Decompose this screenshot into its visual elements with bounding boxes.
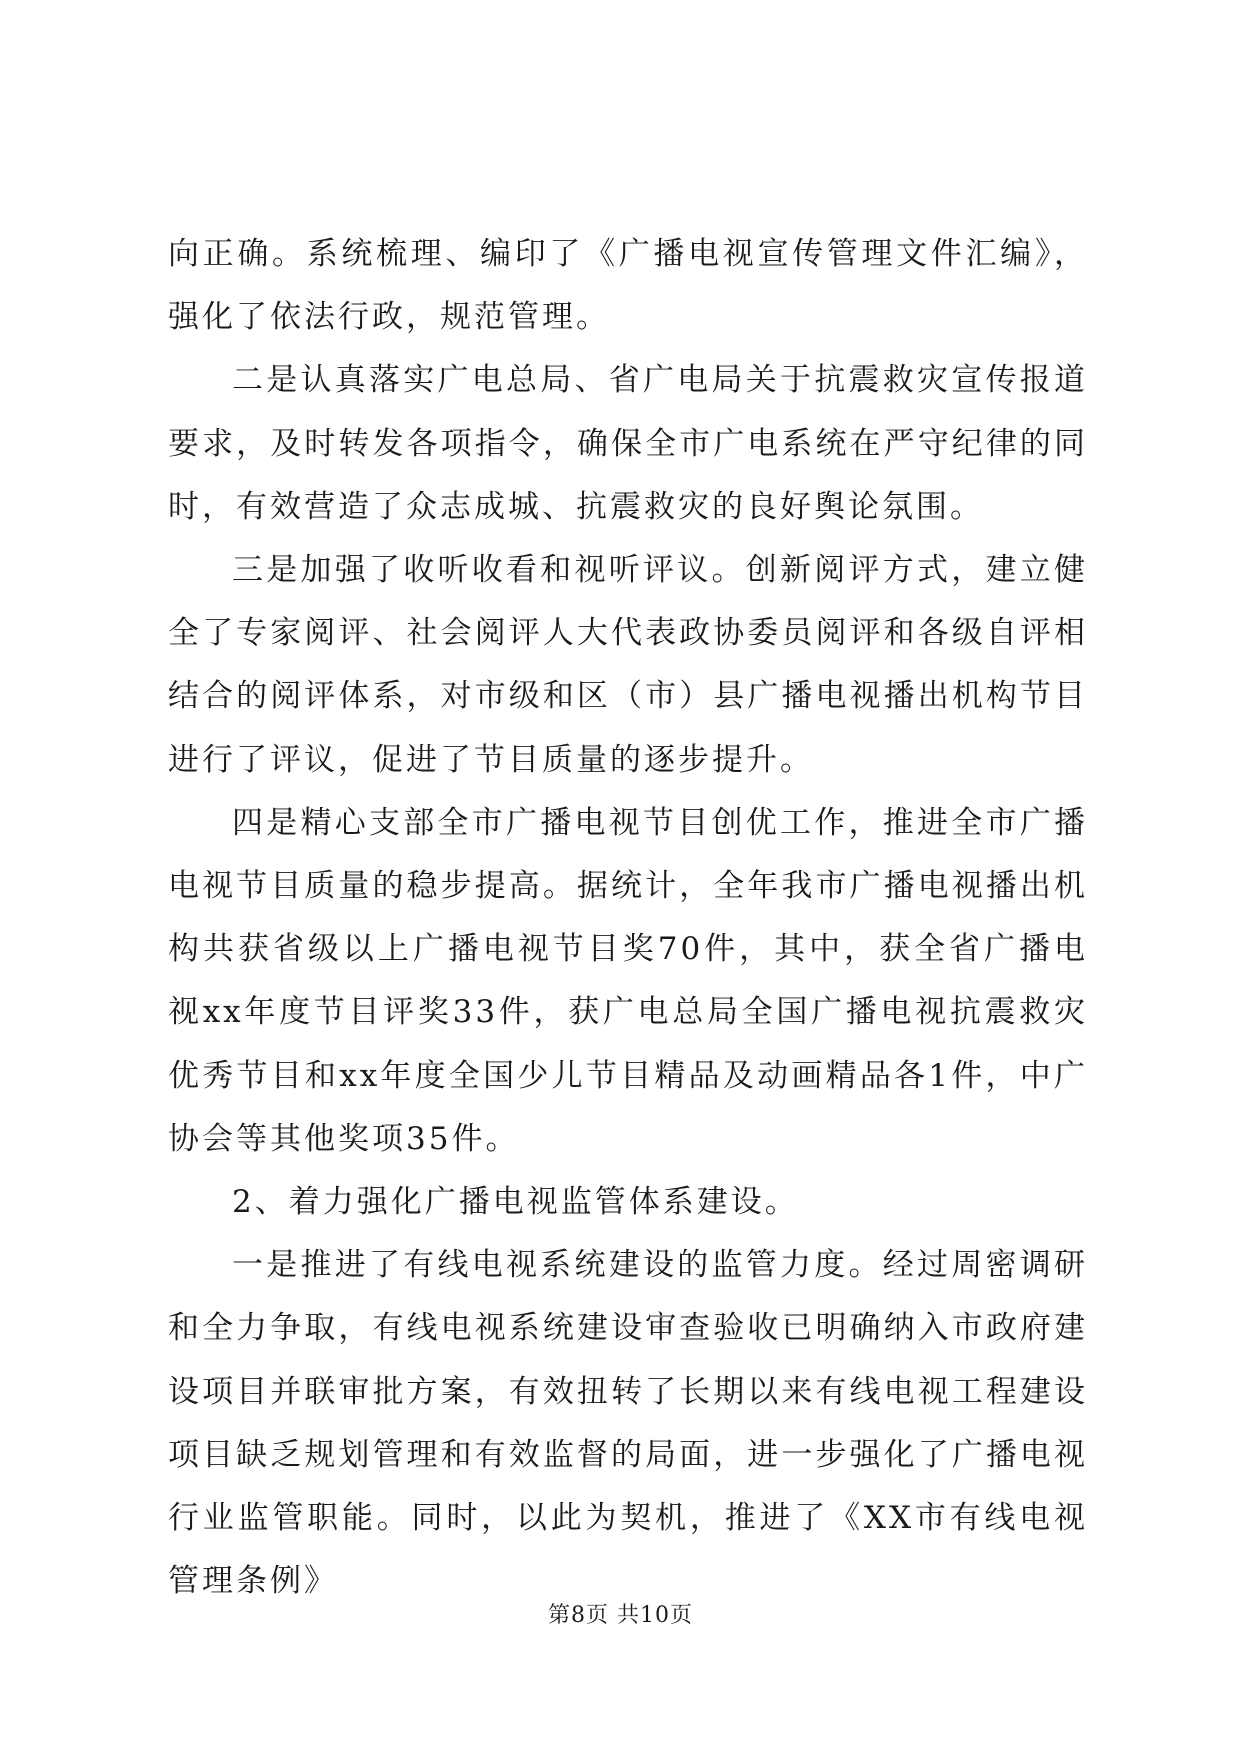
paragraph-4: 四是精心支部全市广播电视节目创优工作，推进全市广播电视节目质量的稳步提高。据统计，全年我市广播电视播出机构共获省级以上广播电视节目奖70件，其中，获全省广播电视xx年度节目评奖33件，获广电总局全国广播电视抗震救灾优秀节目和xx年度全国少儿节目精品及动画精品各1件，中广协会等其他奖项35件。 (168, 804, 1088, 1157)
page-number-footer: 第8页 共10页 (548, 1603, 693, 1628)
paragraph-1: 向正确。系统梳理、编印了《广播电视宣传管理文件汇编》，强化了依法行政，规范管理。 (168, 236, 1088, 336)
paragraph-5: 一是推进了有线电视系统建设的监管力度。经过周密调研和全力争取，有线电视系统建设审查验收已明确纳入市政府建设项目并联审批方案，有效扭转了长期以来有线电视工程建设项目缺乏规划管理和有效监督的局面，进一步强化了广播电视行业监管职能。同时，以此为契机，推进了《XX市有线电视管理条例》 (168, 1247, 1088, 1600)
paragraph-2: 二是认真落实广电总局、省广电局关于抗震救灾宣传报道要求，及时转发各项指令，确保全市广电系统在严守纪律的同时，有效营造了众志成城、抗震救灾的良好舆论氛围。 (168, 362, 1088, 525)
paragraph-3: 三是加强了收听收看和视听评议。创新阅评方式，建立健全了专家阅评、社会阅评人大代表政协委员阅评和各级自评相结合的阅评体系，对市级和区（市）县广播电视播出机构节目进行了评议，促进了节目质量的逐步提升。 (168, 552, 1088, 778)
document-body (168, 223, 1088, 1613)
section-heading-2: 2、着力强化广播电视监管体系建设。 (232, 1184, 799, 1221)
